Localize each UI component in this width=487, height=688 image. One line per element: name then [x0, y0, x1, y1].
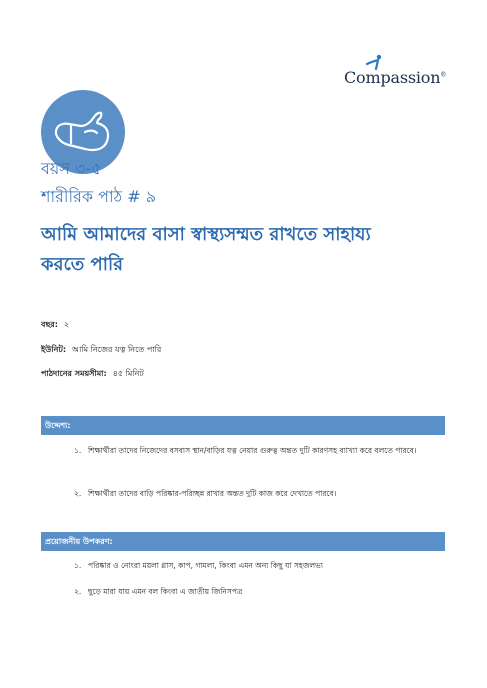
- year-label: বছর:: [41, 320, 58, 329]
- unit-label: ইউনিট:: [41, 345, 67, 354]
- unit-value: আমি নিজের যত্ন নিতে পারি: [72, 345, 162, 354]
- compassion-logo: [344, 54, 454, 94]
- objective-item: ২. শিক্ষার্থীরা তাদের বাড়ি পরিষ্কার-পরিচ্ছন্ন রাখার অন্তত দুটি কাজ করে দেখাতে পারবে।: [74, 489, 337, 498]
- age-range: বয়স ৩-৫: [41, 159, 102, 178]
- materials-heading: প্রয়োজনীয় উপকরণ:: [41, 532, 445, 551]
- lesson-title: আমি আমাদের বাসা স্বাস্থ্যসম্মত রাখতে সাহায্য করতে পারি: [41, 224, 371, 275]
- material-item: ২. ছুড়ে মারা যায় এমন বল কিংবা এ জাতীয় জিনিসপত্র: [74, 587, 243, 596]
- objectives-heading: উদ্দেশ্য:: [41, 416, 445, 435]
- unit-row: [41, 344, 161, 357]
- time-label: পাঠদানের সময়সীমা:: [41, 369, 107, 378]
- lesson-number: শারীরিক পাঠ # ৯: [41, 187, 157, 206]
- time-value: ৪৫ মিনিট: [112, 369, 144, 378]
- material-item: ১. পরিষ্কার ও নোংরা ময়লা গ্লাস, কাপ, গামলা, কিংবা এমন অন্য কিছু যা সহজলভ্য: [74, 561, 323, 570]
- year-row: [41, 319, 69, 332]
- time-row: [41, 368, 144, 381]
- objective-item: ১. শিক্ষার্থীরা তাদের নিজেদের বসবাস স্থান/বাড়ির যত্ন নেয়ার গুরুত্ব অন্তত দুটি কারণসহ ব্যাখ্যা করে বলতে পারবে।: [74, 446, 417, 455]
- logo-wordmark: Compassion®: [344, 68, 447, 87]
- year-value: ২: [63, 320, 70, 329]
